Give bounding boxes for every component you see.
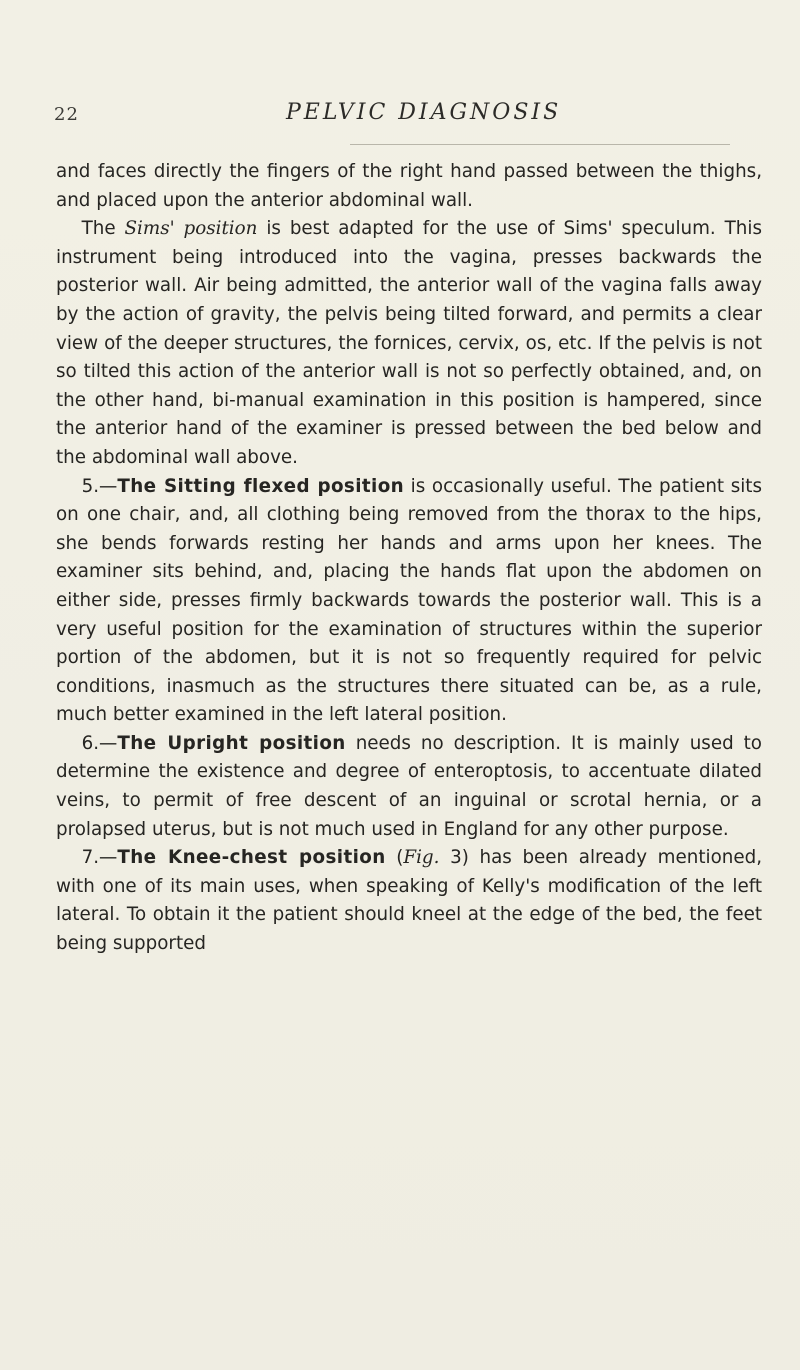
- header-rule: [350, 144, 730, 145]
- page-number: 22: [54, 104, 79, 125]
- paragraph-text: is occasionally useful. The patient sits on one chair, and, all clothing being removed from the thorax to the hips, she bends forwards resting her hands and arms upon her knees. The examiner sits behind, and, placing the hands flat upon the abdomen on either side, presses firmly backwards towards the posterior wall. This is a very useful position for the examination of structures within the superior portion of the abdomen, but it is not so frequently required for pelvic conditions, inasmuch as the structures there situated can be, as a rule, much better examined in the left lateral position.: [56, 475, 762, 726]
- section-number: 6.—: [81, 732, 118, 754]
- section-number: 7.—: [81, 847, 118, 869]
- section-heading: The Upright position: [117, 732, 346, 754]
- italic-term: Sims' position: [124, 218, 258, 240]
- paragraph-knee-chest-position: [56, 844, 762, 958]
- paragraph-sitting-flexed-position: [56, 473, 762, 730]
- figure-number: 3): [439, 847, 469, 869]
- section-heading: The Sitting flexed position: [117, 475, 405, 497]
- paragraph-sims-position: [56, 215, 762, 472]
- paragraph-text: has been already mentioned, with one of its main uses, when speaking of Kelly's modification of the left lateral. To obtain it the patient should kneel at the edge of the bed, the feet being supported: [56, 847, 762, 955]
- paragraph-text: needs no description. It is mainly used to determine the existence and degree of enteroptosis, to accentuate dilated veins, to permit of free descent of an inguinal or scrotal hernia, or a prolapsed uterus, but is not much used in England for any other purpose.: [56, 732, 762, 840]
- section-number: 5.—: [81, 475, 118, 497]
- paragraph-lead: The: [81, 218, 125, 240]
- figure-paren-open: (: [385, 847, 404, 869]
- body-text: [56, 158, 762, 959]
- paragraph-continuation: [56, 158, 762, 215]
- paragraph-upright-position: [56, 730, 762, 844]
- page-header: [54, 100, 758, 136]
- figure-reference: Fig.: [403, 847, 440, 869]
- paragraph-text: and faces directly the fingers of the right hand passed between the thighs, and placed upon the anterior abdominal wall.: [56, 161, 762, 211]
- section-heading: The Knee-chest position: [117, 847, 386, 869]
- paragraph-text: is best adapted for the use of Sims' speculum. This instrument being introduced into the vagina, presses backwards the posterior wall. Air being admitted, the anterior wall of the vagina falls away by the action of gravity, the pelvis being tilted forward, and permits a clear view of the deeper structures, the fornices, cervix, os, etc. If the pelvis is not so tilted this action of the anterior wall is not so perfectly obtained, and, on the other hand, bi-manual examination in this position is hampered, since the anterior hand of the examiner is pressed between the bed below and the abdominal wall above.: [56, 218, 762, 468]
- running-head: PELVIC DIAGNOSIS: [286, 100, 562, 125]
